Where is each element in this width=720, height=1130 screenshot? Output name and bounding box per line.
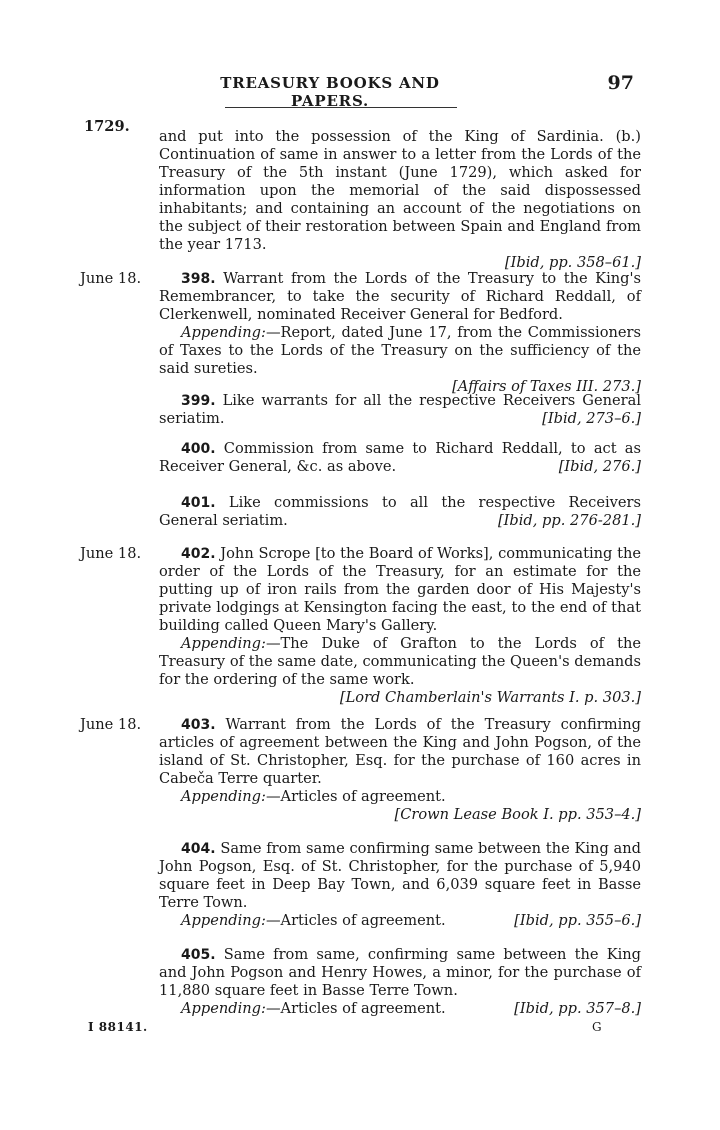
entry-continuation (159, 128, 641, 272)
entry-reference: [Ibid, pp. 358–61.] (504, 254, 641, 271)
entry-text: Same from same confirming same between the King and John Pogson, Esq. of St. Christopher, for the purchase of 5,940 square feet in Deep Bay Town, and 6,039 square feet in Basse Terre Town. (159, 840, 642, 911)
entry-400 (159, 440, 641, 476)
entry-reference: [Ibid, pp. 355–6.] (514, 912, 641, 929)
entry-text: Warrant from the Lords of the Treasury to the King's Remembrancer, to take the security of Richard Reddall, of Clerkenwell, nominated Receiver General for Bedford. (159, 270, 641, 323)
entry-number: 398. (181, 271, 216, 287)
entry-number: 399. (181, 393, 216, 409)
entry-398 (159, 270, 641, 396)
entry-404 (159, 840, 641, 930)
entry-reference: [Ibid, pp. 276-281.] (497, 512, 641, 529)
appending-text: —Articles of agreement. (265, 912, 446, 929)
appending-text: —Articles of agreement. (265, 1000, 446, 1017)
margin-date: June 18. (80, 545, 142, 562)
entry-reference: [Ibid, 276.] (558, 458, 641, 475)
entry-number: 401. (181, 495, 216, 511)
entry-text: Commission from same to Richard Reddall, to act as Receiver General, &c. as above. (159, 440, 641, 475)
entry-number: 400. (181, 441, 216, 457)
appending-text: —Articles of agreement. (265, 788, 446, 805)
entry-403 (159, 716, 641, 824)
entry-text: and put into the possession of the King of Sardinia. (b.) Continuation of same in answer to a letter from the Lords of the Treasury of the 5th instant (June 1729), which asked for information upon the memorial of the said dispossessed inhabitants; and containing an account of the negotiations on the subject of their restoration between Spain and England from the year 1713. (159, 128, 641, 253)
entry-reference: [Ibid, pp. 357–8.] (514, 1000, 641, 1017)
entry-reference: [Ibid, 273–6.] (542, 410, 641, 427)
footer-signature-mark: I 88141. (88, 1020, 148, 1034)
appending-text: —The Duke of Grafton to the Lords of the Treasury of the same date, communicating the Queen's demands for the ordering of the same work. (159, 635, 641, 688)
margin-year: 1729. (84, 118, 130, 135)
page-number: 97 (607, 72, 634, 94)
entry-401 (159, 494, 641, 530)
header-rule (225, 107, 457, 108)
entry-text: John Scrope [to the Board of Works], communicating the order of the Lords of the Treasury, for an estimate for the putting up of iron rails from the garden door of His Majesty's private lodgings at Kensington facing the east, to the end of that building called Queen Mary's Gallery. (159, 545, 641, 634)
entry-number: 404. (181, 841, 216, 857)
entry-reference: [Affairs of Taxes III. 273.] (452, 378, 641, 395)
appending-text: —Report, dated June 17, from the Commissioners of Taxes to the Lords of the Treasury on the sufficiency of the said sureties. (159, 324, 641, 377)
entry-402 (159, 545, 641, 707)
entry-reference: [Lord Chamberlain's Warrants I. p. 303.] (339, 689, 641, 706)
margin-date: June 18. (80, 716, 142, 733)
appending-label: Appending: (181, 324, 266, 341)
entry-405 (159, 946, 641, 1018)
entry-text: Same from same, confirming same between the King and John Pogson and Henry Howes, a minor, for the purchase of 11,880 square feet in Basse Terre Town. (159, 946, 642, 999)
appending-label: Appending: (181, 1000, 266, 1017)
entry-number: 405. (181, 947, 216, 963)
appending-label: Appending: (181, 788, 266, 805)
running-head: TREASURY BOOKS AND PAPERS. (220, 74, 440, 110)
entry-text: Like commissions to all the respective Receivers General seriatim. (159, 494, 641, 529)
entry-reference: [Crown Lease Book I. pp. 353–4.] (394, 806, 641, 823)
footer-gathering-letter: G (592, 1020, 602, 1034)
entry-number: 402. (181, 546, 216, 562)
entry-text: Like warrants for all the respective Receivers General seriatim. (159, 392, 641, 427)
entry-number: 403. (181, 717, 216, 733)
appending-label: Appending: (181, 635, 266, 652)
entry-text: Warrant from the Lords of the Treasury confirming articles of agreement between the King and John Pogson, of the island of St. Christopher, Esq. for the purchase of 160 acres in Cabeča Terre quarter. (159, 716, 641, 787)
entry-399 (159, 392, 641, 428)
appending-label: Appending: (181, 912, 266, 929)
margin-date: June 18. (80, 270, 142, 287)
